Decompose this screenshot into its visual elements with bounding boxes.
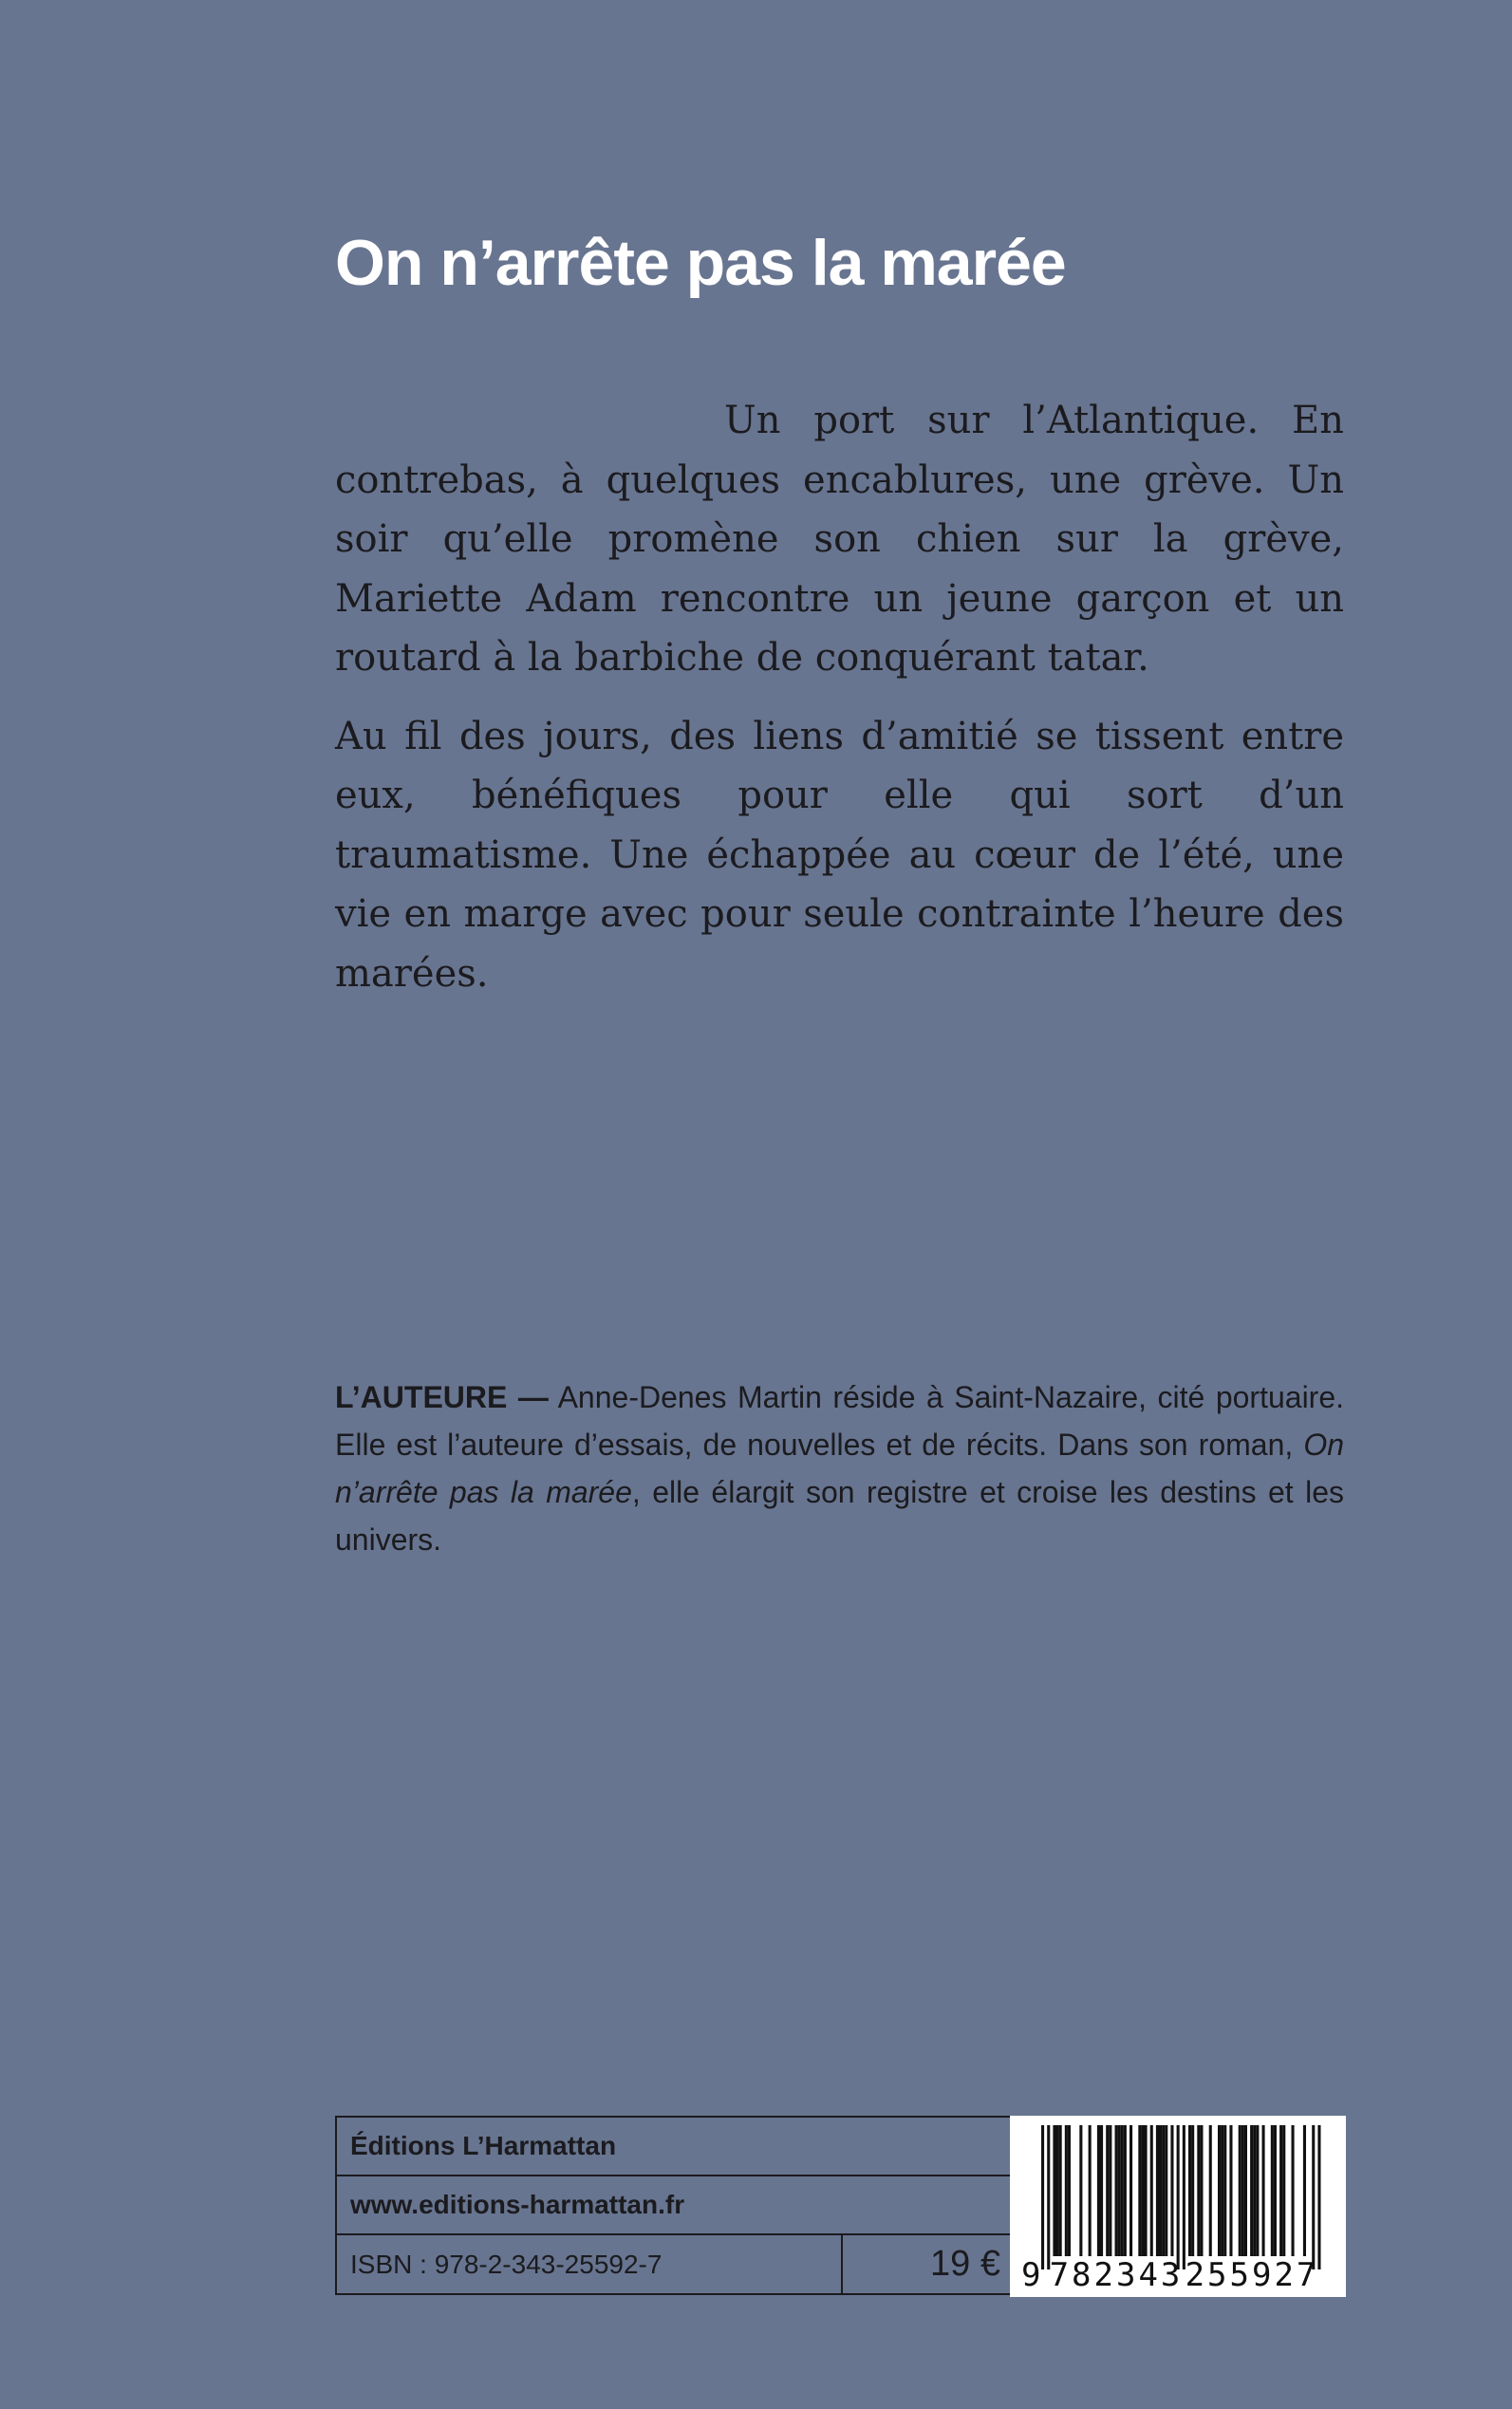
barcode-bar (1145, 2125, 1148, 2256)
barcode-bar (1197, 2125, 1200, 2256)
barcode-bar (1089, 2125, 1092, 2256)
barcode-bar (1239, 2125, 1241, 2256)
barcode-graphic (1010, 2116, 1346, 2297)
barcode-digits-left: 782343 (1049, 2256, 1184, 2294)
barcode-bar (1068, 2125, 1071, 2256)
barcode-bar (1150, 2125, 1153, 2256)
barcode-bar (1221, 2125, 1223, 2256)
barcode-bar (1229, 2125, 1232, 2256)
barcode-bar (1209, 2125, 1212, 2256)
barcode-bar (1109, 2125, 1111, 2256)
barcode-bar (1165, 2125, 1167, 2256)
publisher-website[interactable]: www.editions-harmattan.fr (350, 2190, 685, 2219)
barcode-bar (1223, 2125, 1226, 2256)
barcode-bar (1253, 2125, 1256, 2256)
barcode-bar (1141, 2125, 1144, 2256)
barcode-bar (1041, 2125, 1044, 2269)
barcode-bar (1271, 2125, 1274, 2256)
barcode-bar (1156, 2125, 1159, 2256)
barcode-bar (1200, 2125, 1203, 2256)
barcode-bar (1159, 2125, 1162, 2256)
barcode-bar (1065, 2125, 1068, 2256)
author-label: L’AUTEURE — (335, 1380, 549, 1414)
barcode-bar (1121, 2125, 1124, 2256)
barcode-bar (1138, 2125, 1141, 2256)
barcode-bar (1244, 2125, 1247, 2256)
barcode-bar (1241, 2125, 1244, 2256)
barcode-bar (1124, 2125, 1127, 2256)
barcode-bar (1262, 2125, 1265, 2256)
barcode-digit-first: 9 (1021, 2256, 1041, 2294)
isbn-cell (337, 2235, 843, 2293)
price: 19 € (930, 2244, 1000, 2284)
barcode-bar (1106, 2125, 1109, 2256)
author-bio-text: Anne-Denes Martin réside à Saint-Nazaire, cité portuaire. Elle est l’auteure d’essais, de nouvelles et de récits. Dans son roman, (335, 1380, 1345, 1462)
barcode-bar (1279, 2125, 1282, 2256)
barcode-bar (1097, 2125, 1100, 2256)
blurb-paragraph-1: Un port sur l’Atlantique. En contrebas, à quelques encablures, une grève. Un soir qu’elle promène son chien sur la grève, Mariette Adam rencontre un jeune garçon et un routard à la barbiche de conquérant tatar. (335, 399, 1344, 680)
author-bio-text-end: , elle élargit son registre et croise les destins et les univers. (335, 1475, 1345, 1557)
blurb (335, 391, 1344, 1003)
barcode-bar (1047, 2125, 1050, 2269)
barcode-bar (1079, 2125, 1082, 2256)
barcode-bar (1056, 2125, 1059, 2256)
barcode-bar (1129, 2125, 1132, 2256)
author-bio-book-title: On n’arrête pas la marée (335, 1428, 1345, 1509)
publisher-website-row (337, 2176, 1010, 2235)
barcode-bar (1188, 2125, 1191, 2256)
barcode (1010, 2116, 1346, 2297)
publisher-name: Éditions L’Harmattan (350, 2131, 617, 2160)
barcode-bar (1100, 2125, 1103, 2256)
barcode-bar (1282, 2125, 1285, 2256)
isbn: ISBN : 978-2-343-25592-7 (350, 2249, 663, 2279)
barcode-bar (1118, 2125, 1121, 2256)
barcode-bar (1162, 2125, 1165, 2256)
barcode-bar (1256, 2125, 1259, 2256)
barcode-bar (1303, 2125, 1306, 2256)
barcode-bar (1177, 2125, 1180, 2269)
barcode-bar (1115, 2125, 1118, 2256)
barcode-bar (1274, 2125, 1277, 2256)
publisher-name-row (337, 2118, 1010, 2176)
barcode-bar (1250, 2125, 1253, 2256)
barcode-digits-right: 255927 (1185, 2256, 1319, 2294)
barcode-bar (1317, 2125, 1320, 2269)
barcode-bar (1292, 2125, 1295, 2256)
barcode-bar (1059, 2125, 1062, 2256)
barcode-bar (1053, 2125, 1055, 2256)
blurb-paragraph-2: Au fil des jours, des liens d’amitié se tissent entre eux, bénéfiques pour elle qui sort d’un traumatisme. Une échappée au cœur de l’été, une vie en marge avec pour seule contrainte l’heure des marées. (335, 714, 1344, 996)
price-cell (843, 2235, 1010, 2293)
barcode-bar (1191, 2125, 1194, 2256)
publisher-info-box (335, 2116, 1344, 2295)
barcode-bar (1218, 2125, 1221, 2256)
barcode-bar (1170, 2125, 1173, 2256)
book-title: On n’arrête pas la marée (335, 227, 1066, 299)
author-bio (335, 1373, 1344, 1563)
barcode-bar (1312, 2125, 1315, 2269)
barcode-bar (1183, 2125, 1185, 2269)
